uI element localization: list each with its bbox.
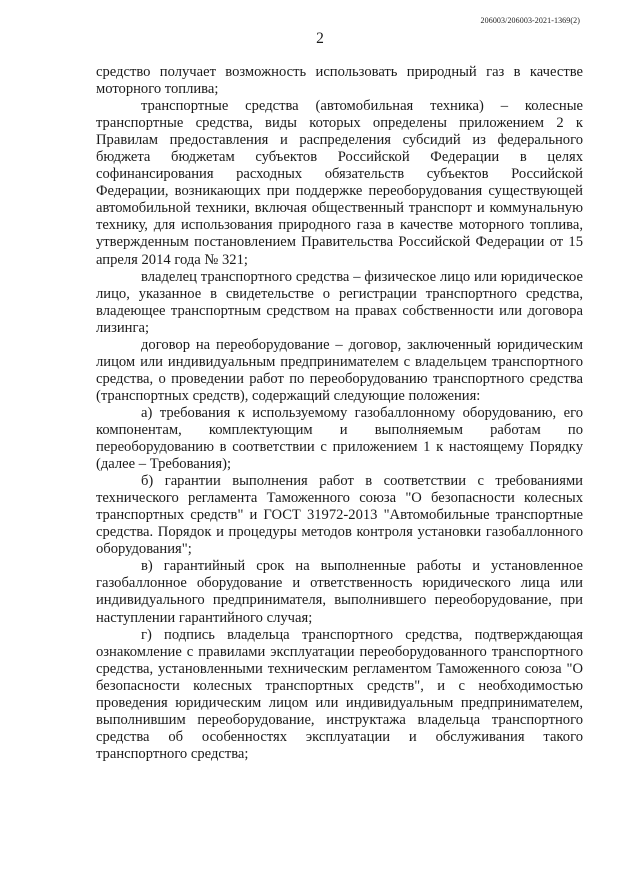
list-item-a: а) требования к используемому газобаллонному оборудованию, его компонентам, комплектующим и выполняемым работам по переоборудованию в соответствии с приложением 1 к настоящему Порядку (далее – Требования); [96,404,583,473]
page-number: 2 [316,30,324,47]
paragraph-definition-contract: договор на переоборудование – договор, заключенный юридическим лицом или индивидуальным предпринимателем с владельцем транспортного средства, о проведении работ по переоборудованию транспортного средства (транспортных средств), содержащий следующие положения: [96,336,583,404]
paragraph-continuation: средство получает возможность использовать природный газ в качестве моторного топлива; [96,64,583,98]
list-item-g: г) подпись владельца транспортного средства, подтверждающая ознакомление с правилами эксплуатации переоборудованного транспортного средства, установленными техническим регламентом Таможенного союза "О безопасности колесных транспортных средств", и с необходимостью проведения юридическим лицом или индивидуальным предпринимателем, выполнившим переоборудование, инструктажа владельца транспортного средства об особенностях эксплуатации и обслуживания такого транспортного средства; [96,626,583,762]
paragraph-definition-owner: владелец транспортного средства – физическое лицо или юридическое лицо, указанное в свидетельстве о регистрации транспортного средства, владеющее транспортным средством на правах собственности или договора лизинга; [96,268,583,336]
list-item-v: в) гарантийный срок на выполненные работы и установленное газобаллонное оборудование и ответственность юридического лица или индивидуального предпринимателя, выполнившего переоборудование, при наступлении гарантийного случая; [96,558,583,626]
document-body [96,64,583,763]
paragraph-definition-vehicles: транспортные средства (автомобильная техника) – колесные транспортные средства, виды которых определены приложением 2 к Правилам предоставления и распределения субсидий из федерального бюджета бюджетам субъектов Российской Федерации в целях софинансирования расходных обязательств субъектов Российской Федерации, возникающих при поддержке переоборудования существующей автомобильной техники, включая общественный транспорт и коммунальную технику, для использования природного газа в качестве моторного топлива, утвержденным постановлением Правительства Российской Федерации от 15 апреля 2014 года № 321; [96,98,583,268]
document-code: 206003/206003-2021-1369(2) [480,16,580,25]
list-item-b: б) гарантии выполнения работ в соответствии с требованиями технического регламента Таможенного союза "О безопасности колесных транспортных средств" и ГОСТ 31972-2013 "Автомобильные транспортные средства. Порядок и процедуры методов контроля установки газобаллонного оборудования"; [96,473,583,558]
